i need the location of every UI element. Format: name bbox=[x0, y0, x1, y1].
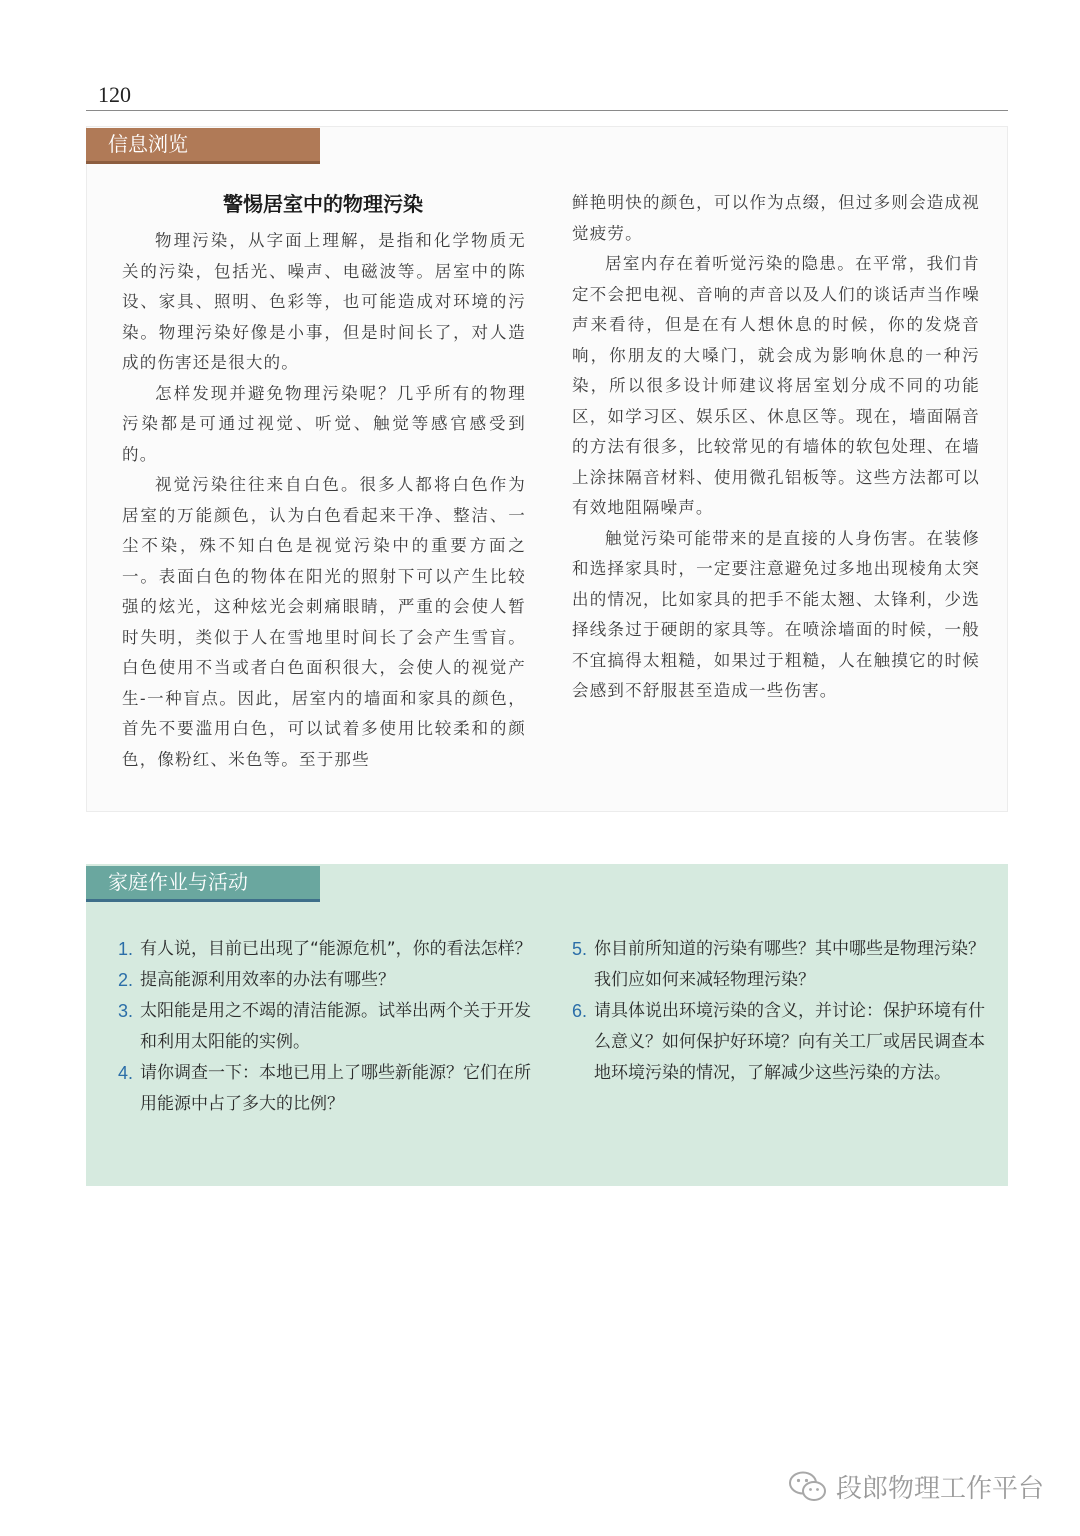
paragraph: 怎样发现并避免物理污染呢？几乎所有的物理污染都是可通过视觉、听觉、触觉等感官感受到的。 bbox=[122, 383, 526, 464]
list-item bbox=[118, 965, 538, 996]
item-number: 5. bbox=[572, 939, 588, 959]
watermark-text: 段郎物理工作平台 bbox=[835, 1474, 1044, 1504]
item-text: 有人说，目前已出现了“能源危机”，你的看法怎样？ bbox=[140, 939, 532, 959]
list-item bbox=[118, 996, 538, 1058]
list-item bbox=[118, 1058, 538, 1120]
item-number: 1. bbox=[118, 939, 134, 959]
item-text: 太阳能是用之不竭的清洁能源。试举出两个关于开发和利用太阳能的实例。 bbox=[140, 1001, 531, 1052]
list-item bbox=[572, 996, 992, 1089]
item-number: 6. bbox=[572, 1001, 588, 1021]
paragraph: 物理污染，从字面上理解，是指和化学物质无关的污染，包括光、噪声、电磁波等。居室中的陈设、家具、照明、色彩等，也可能造成对环境的污染。物理污染好像是小事，但是时间长了，对人造成的伤害还是很大的。 bbox=[122, 231, 526, 372]
paragraph-continuation: 鲜艳明快的颜色，可以作为点缀，但过多则会造成视觉疲劳。 bbox=[572, 193, 980, 243]
paragraph: 居室内存在着听觉污染的隐患。在平常，我们肯定不会把电视、音响的声音以及人们的谈话声当作噪声来看待，但是在有人想休息的时候，你的发烧音响，你朋友的大嗓门，就会成为影响休息的一种污染，所以很多设计师建议将居室划分成不同的功能区，如学习区、娱乐区、休息区等。现在，墙面隔音的方法有很多，比较常见的有墙体的软包处理、在墙上涂抹隔音材料、使用微孔铝板等。这些方法都可以有效地阻隔噪声。 bbox=[572, 254, 980, 517]
item-number: 3. bbox=[118, 1001, 134, 1021]
item-text: 你目前所知道的污染有哪些？其中哪些是物理污染？我们应如何来减轻物理污染？ bbox=[594, 939, 985, 990]
homework-section-tab: 家庭作业与活动 bbox=[86, 866, 320, 902]
header-rule bbox=[86, 110, 1008, 111]
article-right-column bbox=[572, 188, 980, 707]
list-item bbox=[572, 934, 992, 996]
article-title: 警惕居室中的物理污染 bbox=[223, 192, 423, 216]
item-text: 提高能源利用效率的办法有哪些？ bbox=[140, 970, 395, 990]
paragraph: 视觉污染往往来自白色。很多人都将白色作为居室的万能颜色，认为白色看起来干净、整洁、一尘不染，殊不知白色是视觉污染中的重要方面之一。表面白色的物体在阳光的照射下可以产生比较强的炫光，这种炫光会刺痛眼睛，严重的会使人暂时失明，类似于人在雪地里时间长了会产生雪盲。白色使用不当或者白色面积很大，会使人的视觉产生-一种盲点。因此，居室内的墙面和家具的颜色，首先不要滥用白色，可以试着多使用比较柔和的颜色，像粉红、米色等。至于那些 bbox=[122, 475, 526, 769]
homework-list-right bbox=[572, 934, 992, 1089]
watermark bbox=[788, 1468, 1044, 1505]
article-left-column bbox=[122, 226, 526, 775]
item-text: 请具体说出环境污染的含义，并讨论：保护环境有什么意义？如何保护好环境？向有关工厂或居民调查本地环境污染的情况，了解减少这些污染的方法。 bbox=[594, 1001, 985, 1083]
list-item bbox=[118, 934, 538, 965]
item-number: 2. bbox=[118, 970, 134, 990]
item-number: 4. bbox=[118, 1063, 134, 1083]
page-number: 120 bbox=[98, 82, 131, 107]
item-text: 请你调查一下：本地已用上了哪些新能源？它们在所用能源中占了多大的比例？ bbox=[140, 1063, 531, 1114]
homework-list-left bbox=[118, 934, 538, 1120]
info-section-tab: 信息浏览 bbox=[86, 128, 320, 164]
wechat-icon bbox=[788, 1470, 828, 1504]
paragraph: 触觉污染可能带来的是直接的人身伤害。在装修和选择家具时，一定要注意避免过多地出现棱角太突出的情况，比如家具的把手不能太翘、太锋利，少选择线条过于硬朗的家具等。在喷涂墙面的时候，一般不宜搞得太粗糙，如果过于粗糙，人在触摸它的时候会感到不舒服甚至造成一些伤害。 bbox=[572, 528, 980, 700]
